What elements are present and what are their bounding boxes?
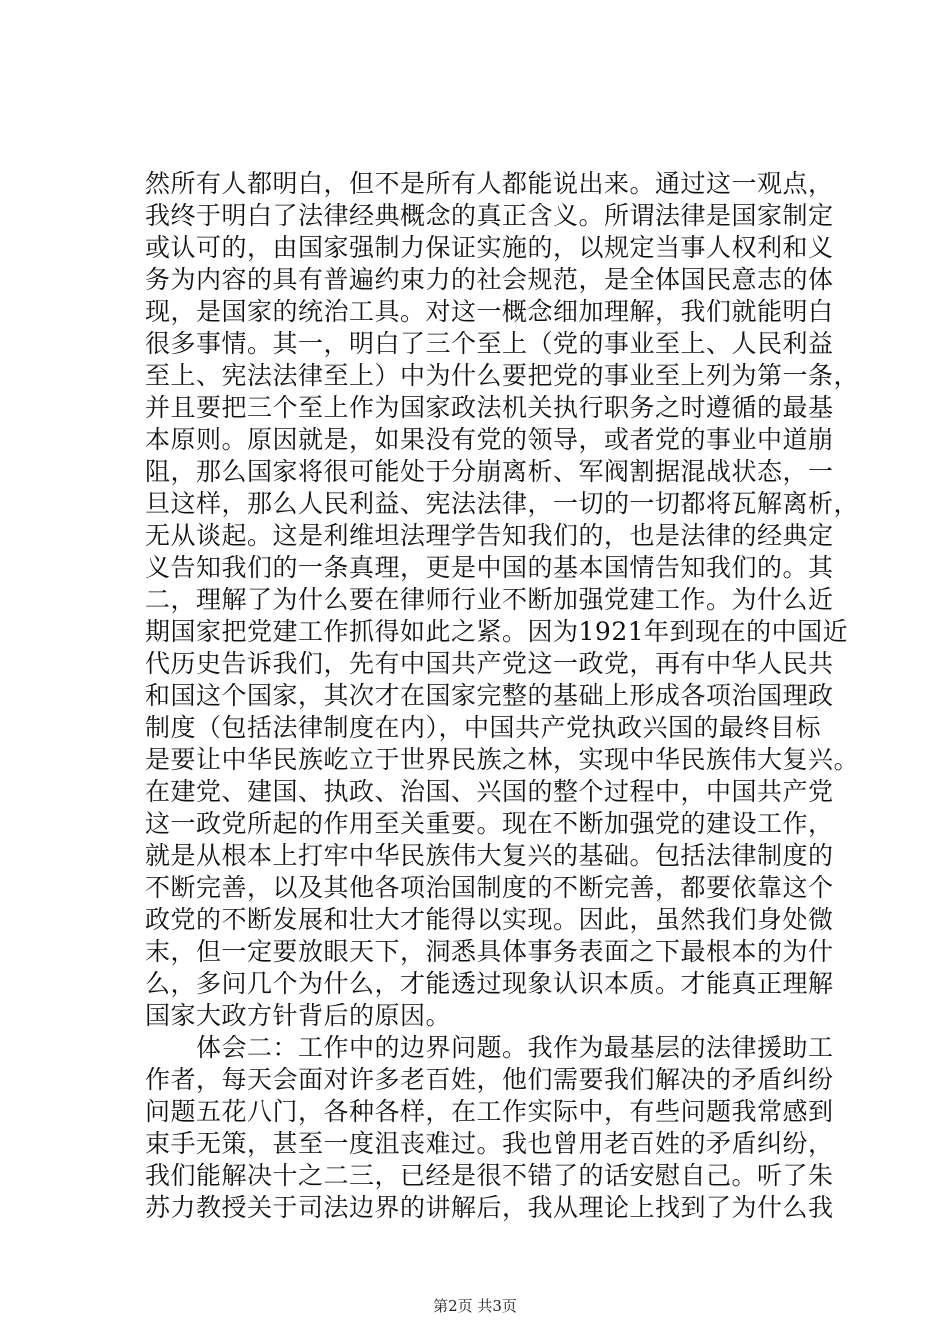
text-line: 就是从根本上打牢中华民族伟大复兴的基础。包括法律制度的: [145, 841, 834, 870]
text-line: 和国这个国家，其次才在国家完整的基础上形成各项治国理政: [145, 681, 834, 710]
text-line: 苏力教授关于司法边界的讲解后，我从理论上找到了为什么我: [145, 1193, 834, 1222]
text-line: 末，但一定要放眼天下，洞悉具体事务表面之下最根本的为什: [145, 937, 834, 966]
text-line: 并且要把三个至上作为国家政法机关执行职务之时遵循的最基: [145, 393, 834, 422]
text-line: 很多事情。其一，明白了三个至上（党的事业至上、人民利益: [145, 329, 834, 358]
text-line: 义告知我们的一条真理，更是中国的基本国情告知我们的。其: [145, 553, 834, 582]
text-line: 务为内容的具有普遍约束力的社会规范，是全体国民意志的体: [145, 265, 834, 294]
body-text: [145, 168, 860, 1224]
text-line: 现，是国家的统治工具。对这一概念细加理解，我们就能明白: [145, 297, 834, 326]
text-line: 国家大政方针背后的原因。: [145, 1001, 452, 1030]
text-line: 至上、宪法法律至上）中为什么要把党的事业至上列为第一条，: [145, 361, 860, 390]
text-line: 然所有人都明白，但不是所有人都能说出来。通过这一观点，: [145, 169, 834, 198]
text-line: 么，多问几个为什么，才能透过现象认识本质。才能真正理解: [145, 969, 834, 998]
text-line: 是要让中华民族屹立于世界民族之林，实现中华民族伟大复兴。: [145, 745, 860, 774]
text-line: 无从谈起。这是利维坦法理学告知我们的，也是法律的经典定: [145, 521, 834, 550]
text-line: 制度（包括法律制度在内），中国共产党执政兴国的最终目标: [145, 713, 822, 742]
text-line: 或认可的，由国家强制力保证实施的，以规定当事人权利和义: [145, 233, 834, 262]
text-line: 期国家把党建工作抓得如此之紧。因为1921年到现在的中国近: [145, 617, 849, 646]
text-line: 本原则。原因就是，如果没有党的领导，或者党的事业中道崩: [145, 425, 834, 454]
text-line: 我终于明白了法律经典概念的真正含义。所谓法律是国家制定: [145, 201, 834, 230]
text-line: 二，理解了为什么要在律师行业不断加强党建工作。为什么近: [145, 585, 834, 614]
text-line: 不断完善，以及其他各项治国制度的不断完善，都要依靠这个: [145, 873, 834, 902]
text-line: 问题五花八门，各种各样，在工作实际中，有些问题我常感到: [145, 1097, 834, 1126]
text-line: 旦这样，那么人民利益、宪法法律，一切的一切都将瓦解离析，: [145, 489, 860, 518]
text-line: 我们能解决十之二三，已经是很不错了的话安慰自己。听了朱: [145, 1161, 834, 1190]
text-line: 政党的不断发展和壮大才能得以实现。因此，虽然我们身处微: [145, 905, 834, 934]
text-line: 代历史告诉我们，先有中国共产党这一政党，再有中华人民共: [145, 649, 834, 678]
text-line: 作者，每天会面对许多老百姓，他们需要我们解决的矛盾纠纷: [145, 1065, 834, 1094]
paragraph-start-line: 体会二：工作中的边界问题。我作为最基层的法律援助工: [145, 1033, 834, 1062]
text-line: 这一政党所起的作用至关重要。现在不断加强党的建设工作，: [145, 809, 834, 838]
text-line: 在建党、建国、执政、治国、兴国的整个过程中，中国共产党: [145, 777, 834, 806]
page-number-footer: 第2页 共3页: [433, 1297, 517, 1315]
text-line: 阻，那么国家将很可能处于分崩离析、军阀割据混战状态，一: [145, 457, 834, 486]
text-line: 束手无策，甚至一度沮丧难过。我也曾用老百姓的矛盾纠纷，: [145, 1129, 834, 1158]
